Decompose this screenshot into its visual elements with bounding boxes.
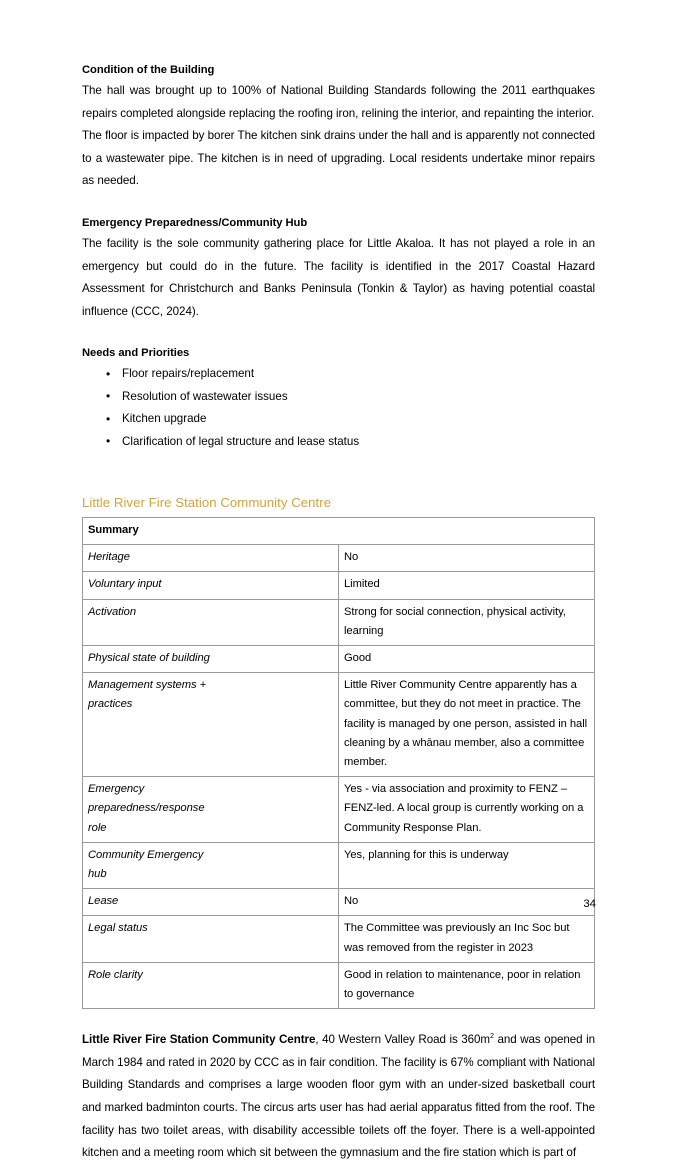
row-value: Yes - via association and proximity to FENZ – FENZ-led. A local group is currently working on a Community Response Plan. [339,777,595,843]
list-item: • Floor repairs/replacement [82,363,595,385]
row-value: Good [339,645,595,672]
page-content [82,62,595,1165]
row-label [83,673,339,777]
row-label: Lease [83,889,339,916]
needs-list [82,363,595,453]
list-item: • Kitchen upgrade [82,408,595,430]
section-paragraph: The floor is impacted by borer The kitchen sink drains under the hall and is apparently not connected to a wastewater pipe. The kitchen is in need of upgrading. Local residents undertake minor repairs as needed. [82,129,595,188]
section-paragraph: The facility is the sole community gathering place for Little Akaloa. It has not played a role in an emergency but could do in the future. The facility is identified in the 2017 Coastal Hazard Assessment for Christchurch and Banks Peninsula (Tonkin & Taylor) as having potential coastal influence (CCC, 2024). [82,236,595,318]
row-label-line: preparedness/response [88,802,205,815]
row-label: Role clarity [83,962,339,1008]
table-spacer [82,1009,595,1029]
row-value: No [339,889,595,916]
row-label-line: hub [88,868,107,881]
section-needs-and-priorities [82,345,595,453]
row-label-line: Emergency [88,783,145,796]
facility-description [82,1029,595,1165]
paragraph-spacer [82,193,595,215]
table-row [83,545,595,572]
section-paragraph: The hall was brought up to 100% of National Building Standards following the 2011 earthquakes repairs completed alongside replacing the roofing iron, relining the interior, and repainting the interior. [82,84,595,120]
row-label [83,777,339,843]
row-label-line: Community Emergency [88,848,204,861]
facility-description-lead: Little River Fire Station Community Centre [82,1033,316,1047]
row-value: Good in relation to maintenance, poor in relation to governance [339,962,595,1008]
table-row [83,599,595,645]
row-value: Strong for social connection, physical activity, learning [339,599,595,645]
summary-table [82,517,595,1009]
table-row [83,777,595,843]
row-value: Little River Community Centre apparently has a committee, but they do not meet in practice. The facility is managed by one person, assisted in hall cleaning by a whānau member, also a committee member. [339,673,595,777]
row-value: No [339,545,595,572]
table-row [83,889,595,916]
table-row [83,673,595,777]
square-metre-superscript: 2 [490,1031,494,1041]
facility-title: Little River Fire Station Community Centre [82,494,332,510]
list-item: • Clarification of legal structure and lease status [82,431,595,453]
table-row-header [83,517,595,544]
row-label-line: practices [88,698,133,711]
table-row [83,842,595,888]
table-row [83,916,595,962]
facility-description-part2: and was opened in March 1984 and rated in 2020 by CCC as in fair condition. The facility is 67% compliant with National Building Standards and comprises a large wooden floor gym with an under-sized basketball court and marked badminton courts. The circus arts user has had aerial apparatus fitted from the roof. The facility has two toilet areas, with disability accessible toilets off the foyer. There is a well-appointed kitchen and a meeting room which sit between the gymnasium and the fire station which is part of [82,1033,595,1160]
section-heading: Needs and Priorities [82,347,190,360]
row-label-line: Management systems + [88,679,207,692]
row-label: Physical state of building [83,645,339,672]
section-heading: Emergency Preparedness/Community Hub [82,216,308,229]
row-value: Limited [339,572,595,599]
row-value: Yes, planning for this is underway [339,842,595,888]
facility-description-part1: , 40 Western Valley Road is 360m [315,1033,491,1047]
page-number: 34 [583,898,596,910]
section-condition-of-the-building [82,62,595,193]
table-header-summary: Summary [83,517,595,544]
row-value: The Committee was previously an Inc Soc but was removed from the register in 2023 [339,916,595,962]
table-row [83,645,595,672]
row-label: Heritage [83,545,339,572]
list-item: • Resolution of wastewater issues [82,386,595,408]
section-emergency-preparedness [82,215,595,323]
row-label-line: role [88,821,107,834]
section-heading: Condition of the Building [82,64,215,76]
row-label [83,842,339,888]
row-label: Activation [83,599,339,645]
paragraph-spacer [82,323,595,345]
table-row [83,572,595,599]
row-label: Legal status [83,916,339,962]
section-spacer [82,453,595,493]
row-label: Voluntary input [83,572,339,599]
table-row [83,962,595,1008]
